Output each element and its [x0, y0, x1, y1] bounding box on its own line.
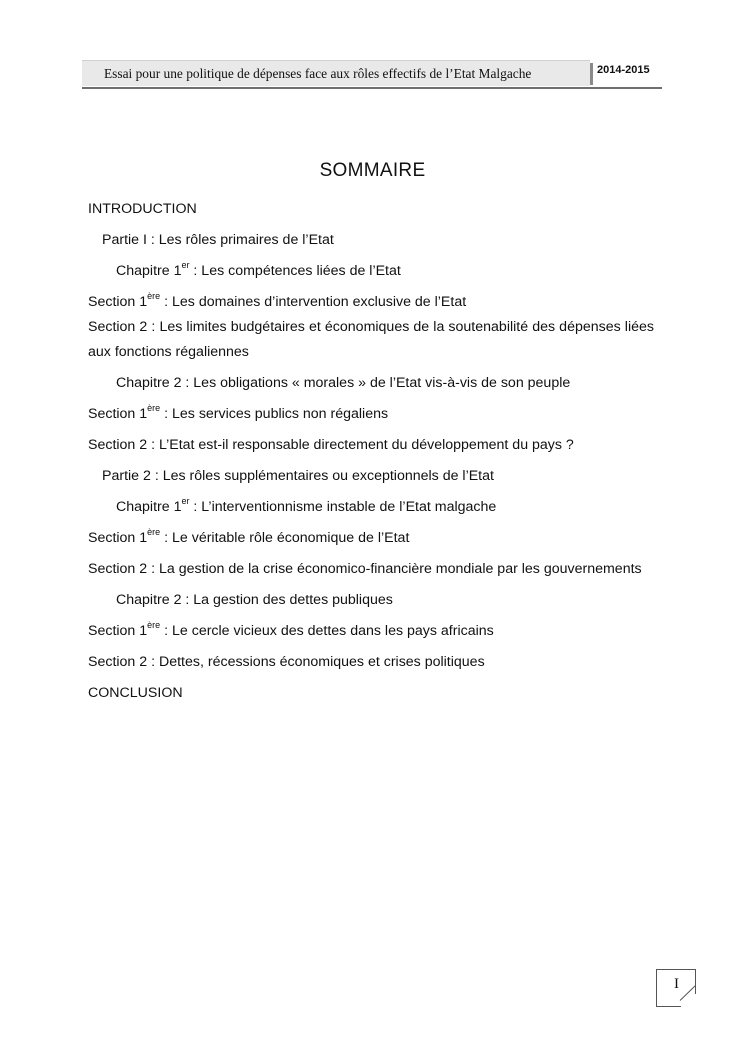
toc-text: Chapitre 1 [116, 499, 182, 515]
toc-conclusion: CONCLUSION [88, 685, 183, 701]
toc-chapitre-1-1 [116, 259, 682, 284]
toc-partie-2: Partie 2 : Les rôles supplémentaires ou exceptionnels de l’Etat [102, 468, 494, 484]
toc-superscript: ère [147, 291, 161, 301]
toc-introduction: INTRODUCTION [88, 201, 197, 217]
page-number-box-edge [695, 969, 696, 994]
toc-section-2-1-2: Section 2 : La gestion de la crise économico-financière mondiale par les gouvernements [88, 561, 642, 577]
toc-section-2-1-1 [88, 526, 654, 551]
toc-section-2-2-2: Section 2 : Dettes, récessions économiques et crises politiques [88, 654, 485, 670]
toc-section-2-2-1 [88, 619, 654, 644]
toc-chapitre-1-2: Chapitre 2 : Les obligations « morales » de l’Etat vis-à-vis de son peuple [116, 375, 571, 391]
toc-section-1-2-2: Section 2 : L’Etat est-il responsable directement du développement du pays ? [88, 437, 574, 453]
toc-chapitre-2-1 [116, 495, 682, 520]
toc-superscript: er [181, 496, 190, 506]
page-title: SOMMAIRE [319, 160, 426, 181]
header-title: Essai pour une politique de dépenses face aux rôles effectifs de l’Etat Malgache [82, 60, 590, 86]
toc-text: : Les services publics non régaliens [160, 406, 389, 422]
header-separator [590, 63, 593, 85]
toc-partie-1: Partie I : Les rôles primaires de l’Etat [102, 232, 334, 248]
toc-section-1-2-1 [88, 402, 654, 427]
toc-superscript: ère [147, 403, 161, 413]
toc-superscript: er [181, 260, 190, 270]
toc-text: Section 1 [88, 530, 148, 546]
toc-text: Section 1 [88, 406, 148, 422]
toc-superscript: ère [147, 527, 161, 537]
toc-superscript: ère [147, 620, 161, 630]
page-header [82, 60, 662, 89]
toc-text: : Le véritable rôle économique de l’Etat [160, 530, 410, 546]
toc-text: : Les domaines d’intervention exclusive de l’Etat [160, 294, 467, 310]
toc-text: : Les compétences liées de l’Etat [189, 263, 401, 279]
toc-text: Section 1 [88, 294, 148, 310]
page-number: I [674, 976, 679, 992]
toc-text: Section 1 [88, 623, 148, 639]
toc-chapitre-2-2: Chapitre 2 : La gestion des dettes publiques [116, 592, 393, 608]
toc-text: Chapitre 1 [116, 263, 182, 279]
toc-text: : Le cercle vicieux des dettes dans les pays africains [160, 623, 494, 639]
toc-text: : L’interventionnisme instable de l’Etat malgache [189, 499, 497, 515]
page-number-box-edge [656, 1006, 681, 1007]
toc-section-1-1-2: Section 2 : Les limites budgétaires et économiques de la soutenabilité des dépenses liées aux fonctions régaliennes [88, 319, 654, 360]
toc-section-1-1-1 [88, 290, 654, 315]
header-year: 2014-2015 [597, 64, 650, 76]
